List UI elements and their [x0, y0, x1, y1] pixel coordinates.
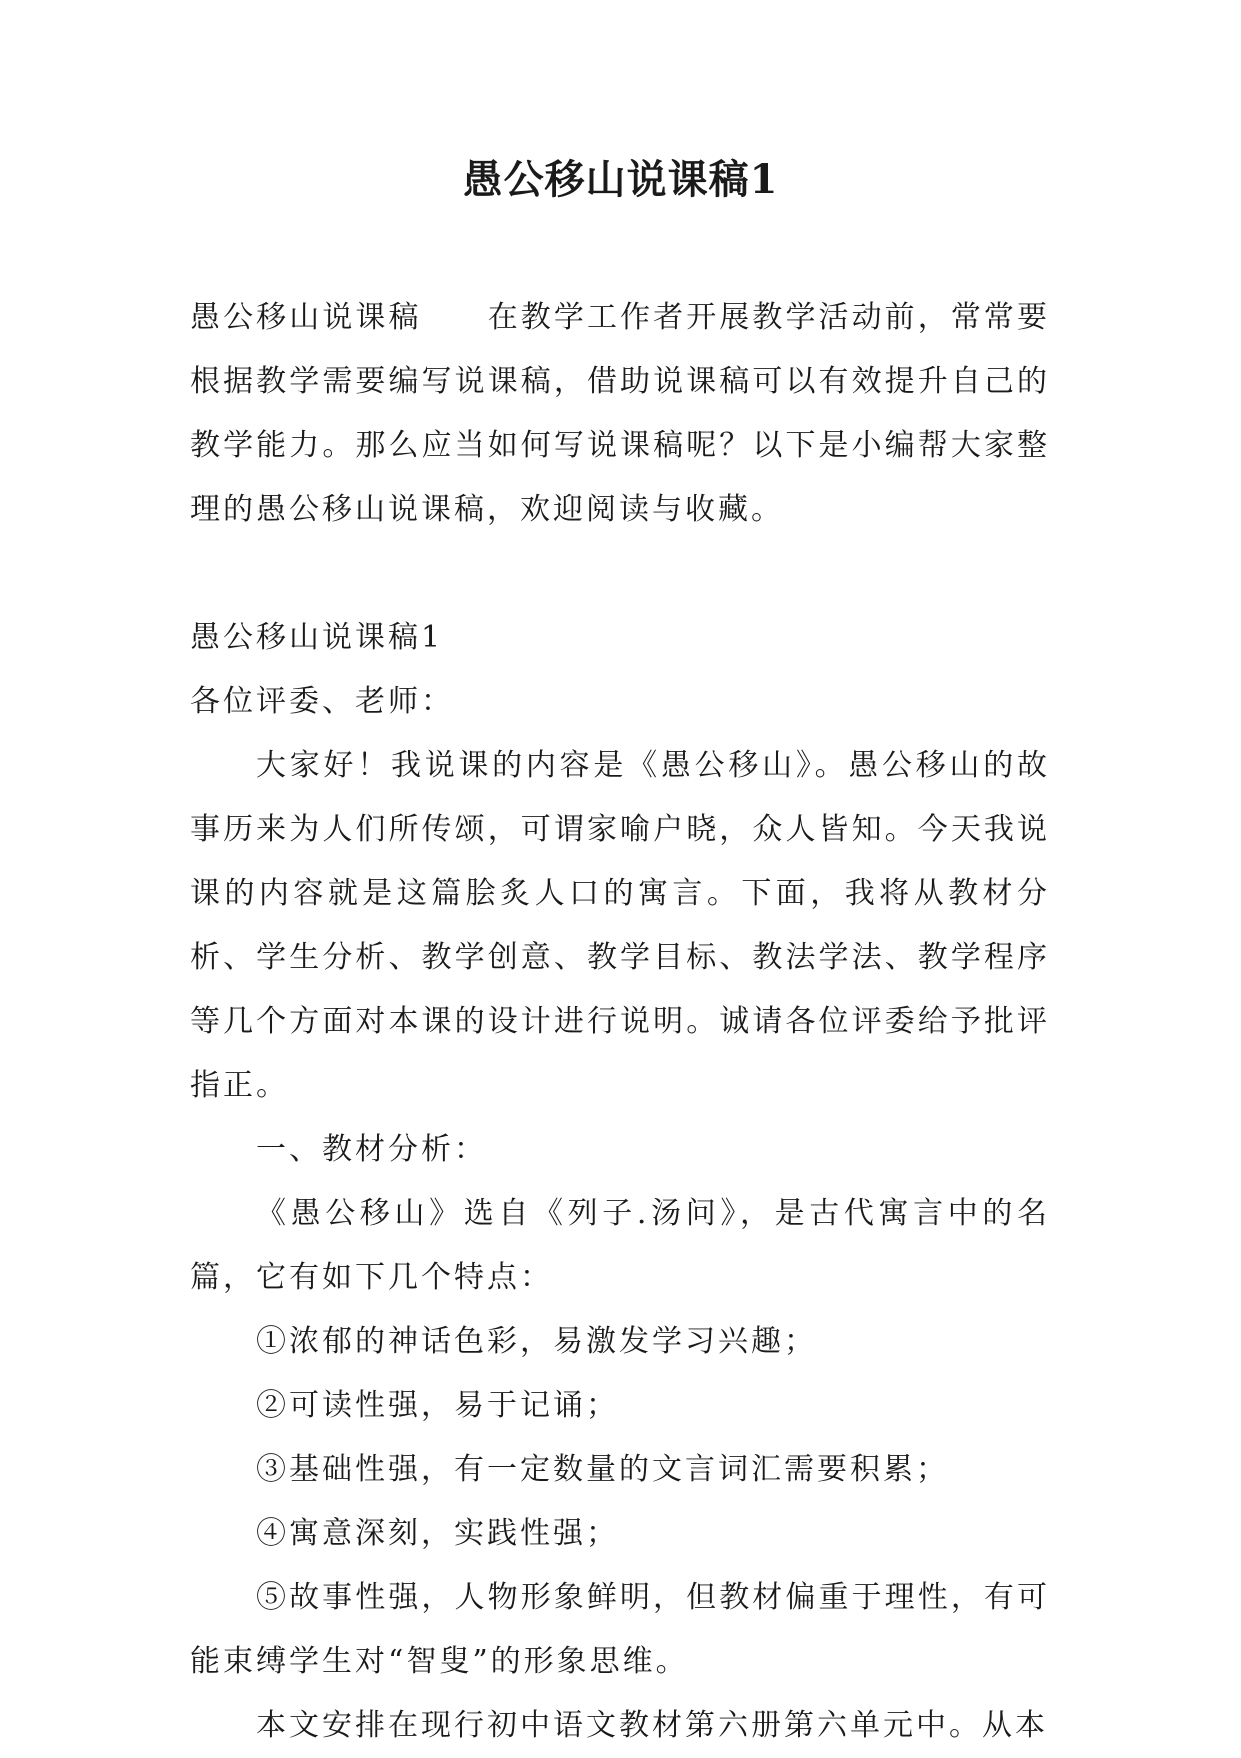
document-title: 愚公移山说课稿1 — [462, 156, 779, 203]
body-paragraph: 大家好！我说课的内容是《愚公移山》。愚公移山的故事历来为人们所传颂，可谓家喻户晓，众人皆知。今天我说课的内容就是这篇脍炙人口的寓言。下面，我将从教材分析、学生分析、教学创意、教学目标、教法学法、教学程序等几个方面对本课的设计进行说明。诚请各位评委给予批评指正。 — [190, 748, 1050, 1103]
section-heading: 愚公移山说课稿1 — [190, 620, 444, 655]
body-paragraph: 本文安排在现行初中语文教材第六册第六单元中。从本 — [256, 1708, 1048, 1743]
list-item: ④寓意深刻，实践性强； — [256, 1516, 619, 1551]
intro-paragraph: 愚公移山说课稿 在教学工作者开展教学活动前，常常要根据教学需要编写说课稿，借助说课稿可以有效提升自己的教学能力。那么应当如何写说课稿呢？以下是小编帮大家整理的愚公移山说课稿，欢迎阅读与收藏。 — [190, 300, 1050, 527]
salutation: 各位评委、老师： — [190, 684, 454, 719]
document-body — [190, 286, 1050, 1758]
list-item: ②可读性强，易于记诵； — [256, 1388, 619, 1423]
body-paragraph: 《愚公移山》选自《列子.汤问》，是古代寓言中的名篇，它有如下几个特点： — [190, 1196, 1050, 1295]
list-item: ①浓郁的神话色彩，易激发学习兴趣； — [256, 1324, 817, 1359]
section-subheading: 一、教材分析： — [256, 1132, 487, 1167]
list-item: ⑤故事性强，人物形象鲜明，但教材偏重于理性，有可能束缚学生对“智叟”的形象思维。 — [190, 1580, 1050, 1679]
list-item: ③基础性强，有一定数量的文言词汇需要积累； — [256, 1452, 949, 1487]
